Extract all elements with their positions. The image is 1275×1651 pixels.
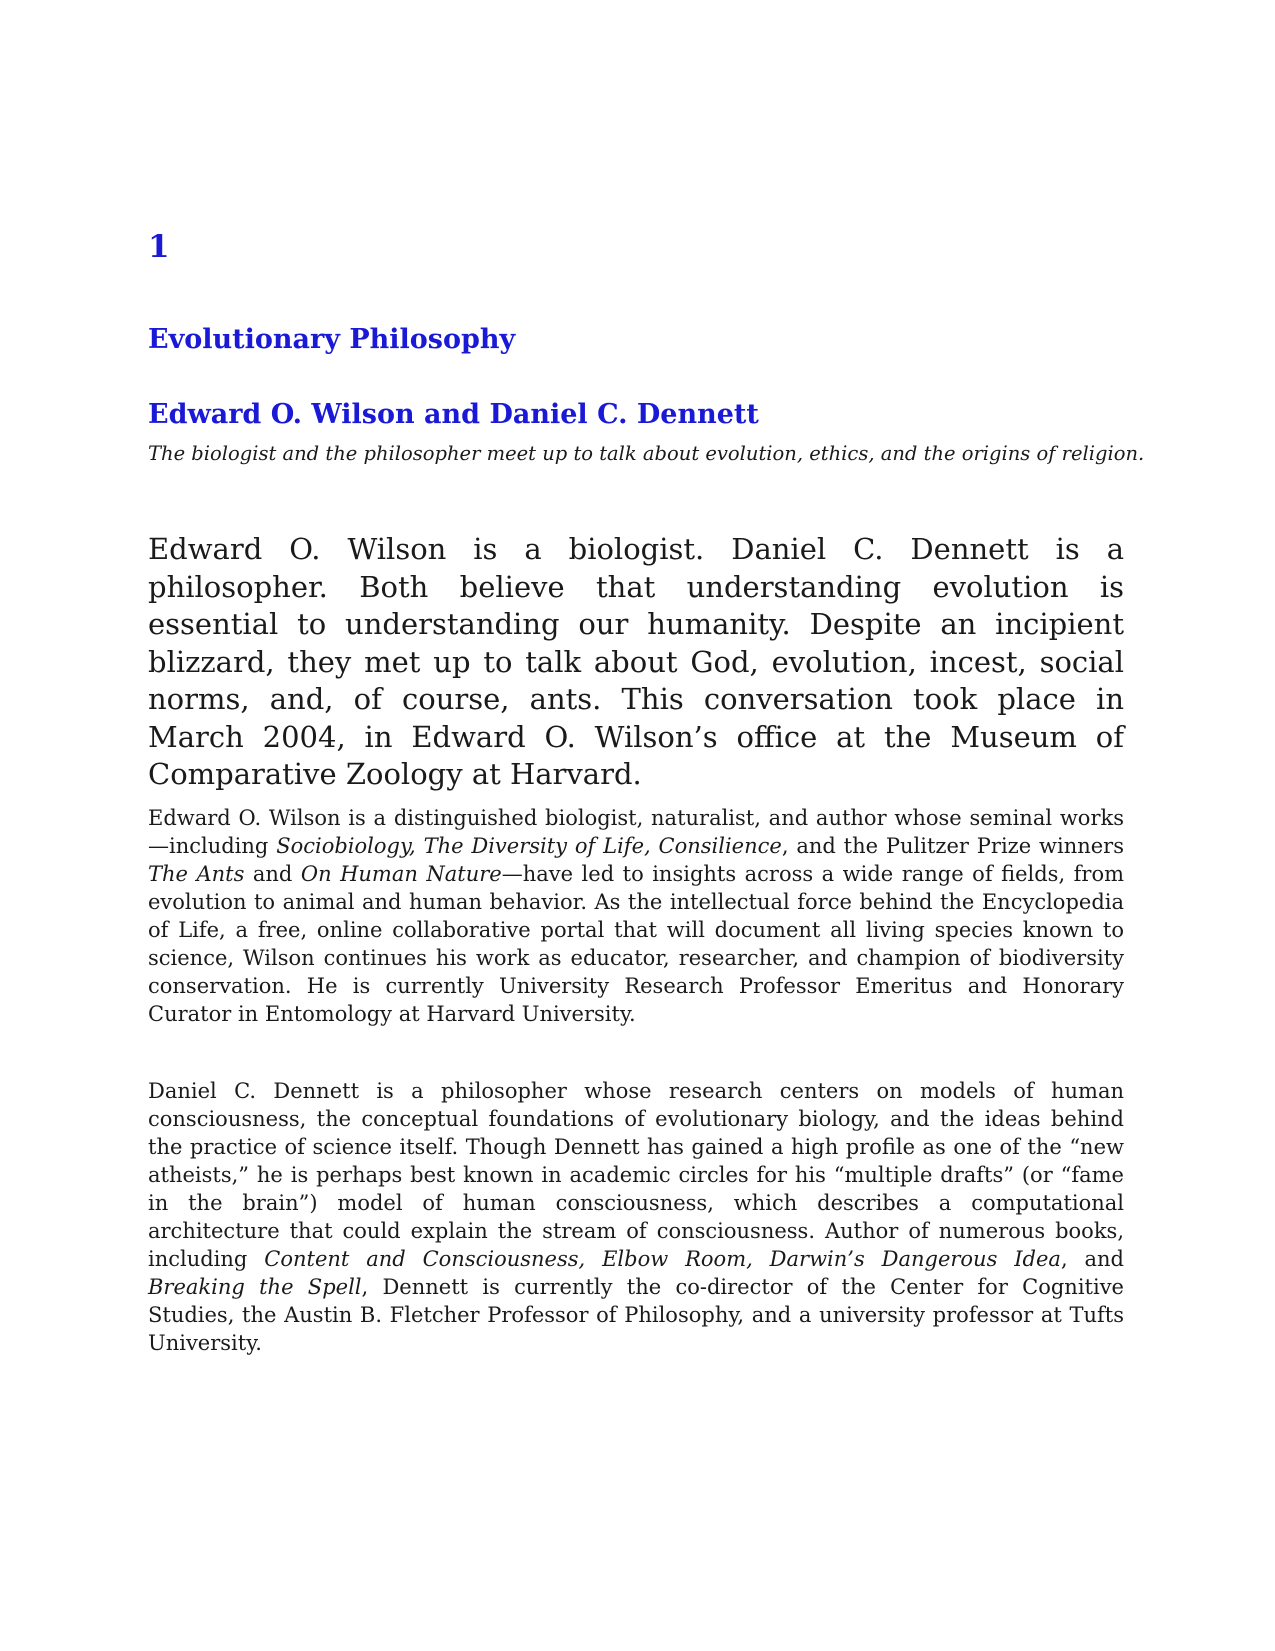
chapter-number: 1 bbox=[148, 229, 170, 265]
bio-text: Edward O. Wilson is a distinguished biologist, naturalist, and author whose seminal works—including bbox=[148, 806, 1124, 858]
bio-paragraph-dennett bbox=[148, 1077, 1124, 1357]
chapter-authors: Edward O. Wilson and Daniel C. Dennett bbox=[148, 399, 759, 430]
bio-text: —have led to insights across a wide range of fields, from evolution to animal and human behavior. As the intellectual force behind the Encyclopedia of Life, a free, online collaborative portal that will document all living species known to science, Wilson continues his work as educator, researcher, and champion of biodiversity conservation. He is currently University Research Professor Emeritus and Honorary Curator in Entomology at Harvard University. bbox=[148, 862, 1124, 1026]
bio-text: , and bbox=[1060, 1247, 1124, 1271]
bio-paragraph-wilson bbox=[148, 804, 1124, 1028]
intro-paragraph: Edward O. Wilson is a biologist. Daniel C. Dennett is a philosopher. Both believe that understanding evolution is essential to understanding our humanity. Despite an incipient blizzard, they met up to talk about God, evolution, incest, social norms, and, of course, ants. This conversation took place in March 2004, in Edward O. Wilson’s office at the Museum of Comparative Zoology at Harvard. bbox=[148, 532, 1124, 791]
bio-text: Daniel C. Dennett is a philosopher whose research centers on models of human consciousness, the conceptual foundations of evolutionary biology, and the ideas behind the practice of science itself. Though Dennett has gained a high profile as one of the “new atheists,” he is perhaps best known in academic circles for his “multiple drafts” (or “fame in the brain”) model of human consciousness, which describes a computational architecture that could explain the stream of consciousness. Author of numerous books, including bbox=[148, 1079, 1124, 1271]
book-titles: Sociobiology, The Diversity of Life, Consilience bbox=[276, 834, 782, 858]
book-titles: Content and Consciousness, Elbow Room, Darwin’s Dangerous Idea bbox=[264, 1247, 1061, 1271]
chapter-title: Evolutionary Philosophy bbox=[148, 324, 516, 355]
book-title: Breaking the Spell bbox=[148, 1275, 362, 1299]
bio-text: and bbox=[244, 862, 301, 886]
book-title: The Ants bbox=[148, 862, 245, 886]
chapter-subtitle: The biologist and the philosopher meet up to talk about evolution, ethics, and the origins of religion. bbox=[148, 442, 1145, 465]
bio-text: , and the Pulitzer Prize winners bbox=[781, 834, 1125, 858]
bio-text: , Dennett is currently the co-director of the Center for Cognitive Studies, the Austin B. Fletcher Professor of Philosophy, and a university professor at Tufts University. bbox=[148, 1275, 1124, 1355]
book-title: On Human Nature bbox=[300, 862, 502, 886]
